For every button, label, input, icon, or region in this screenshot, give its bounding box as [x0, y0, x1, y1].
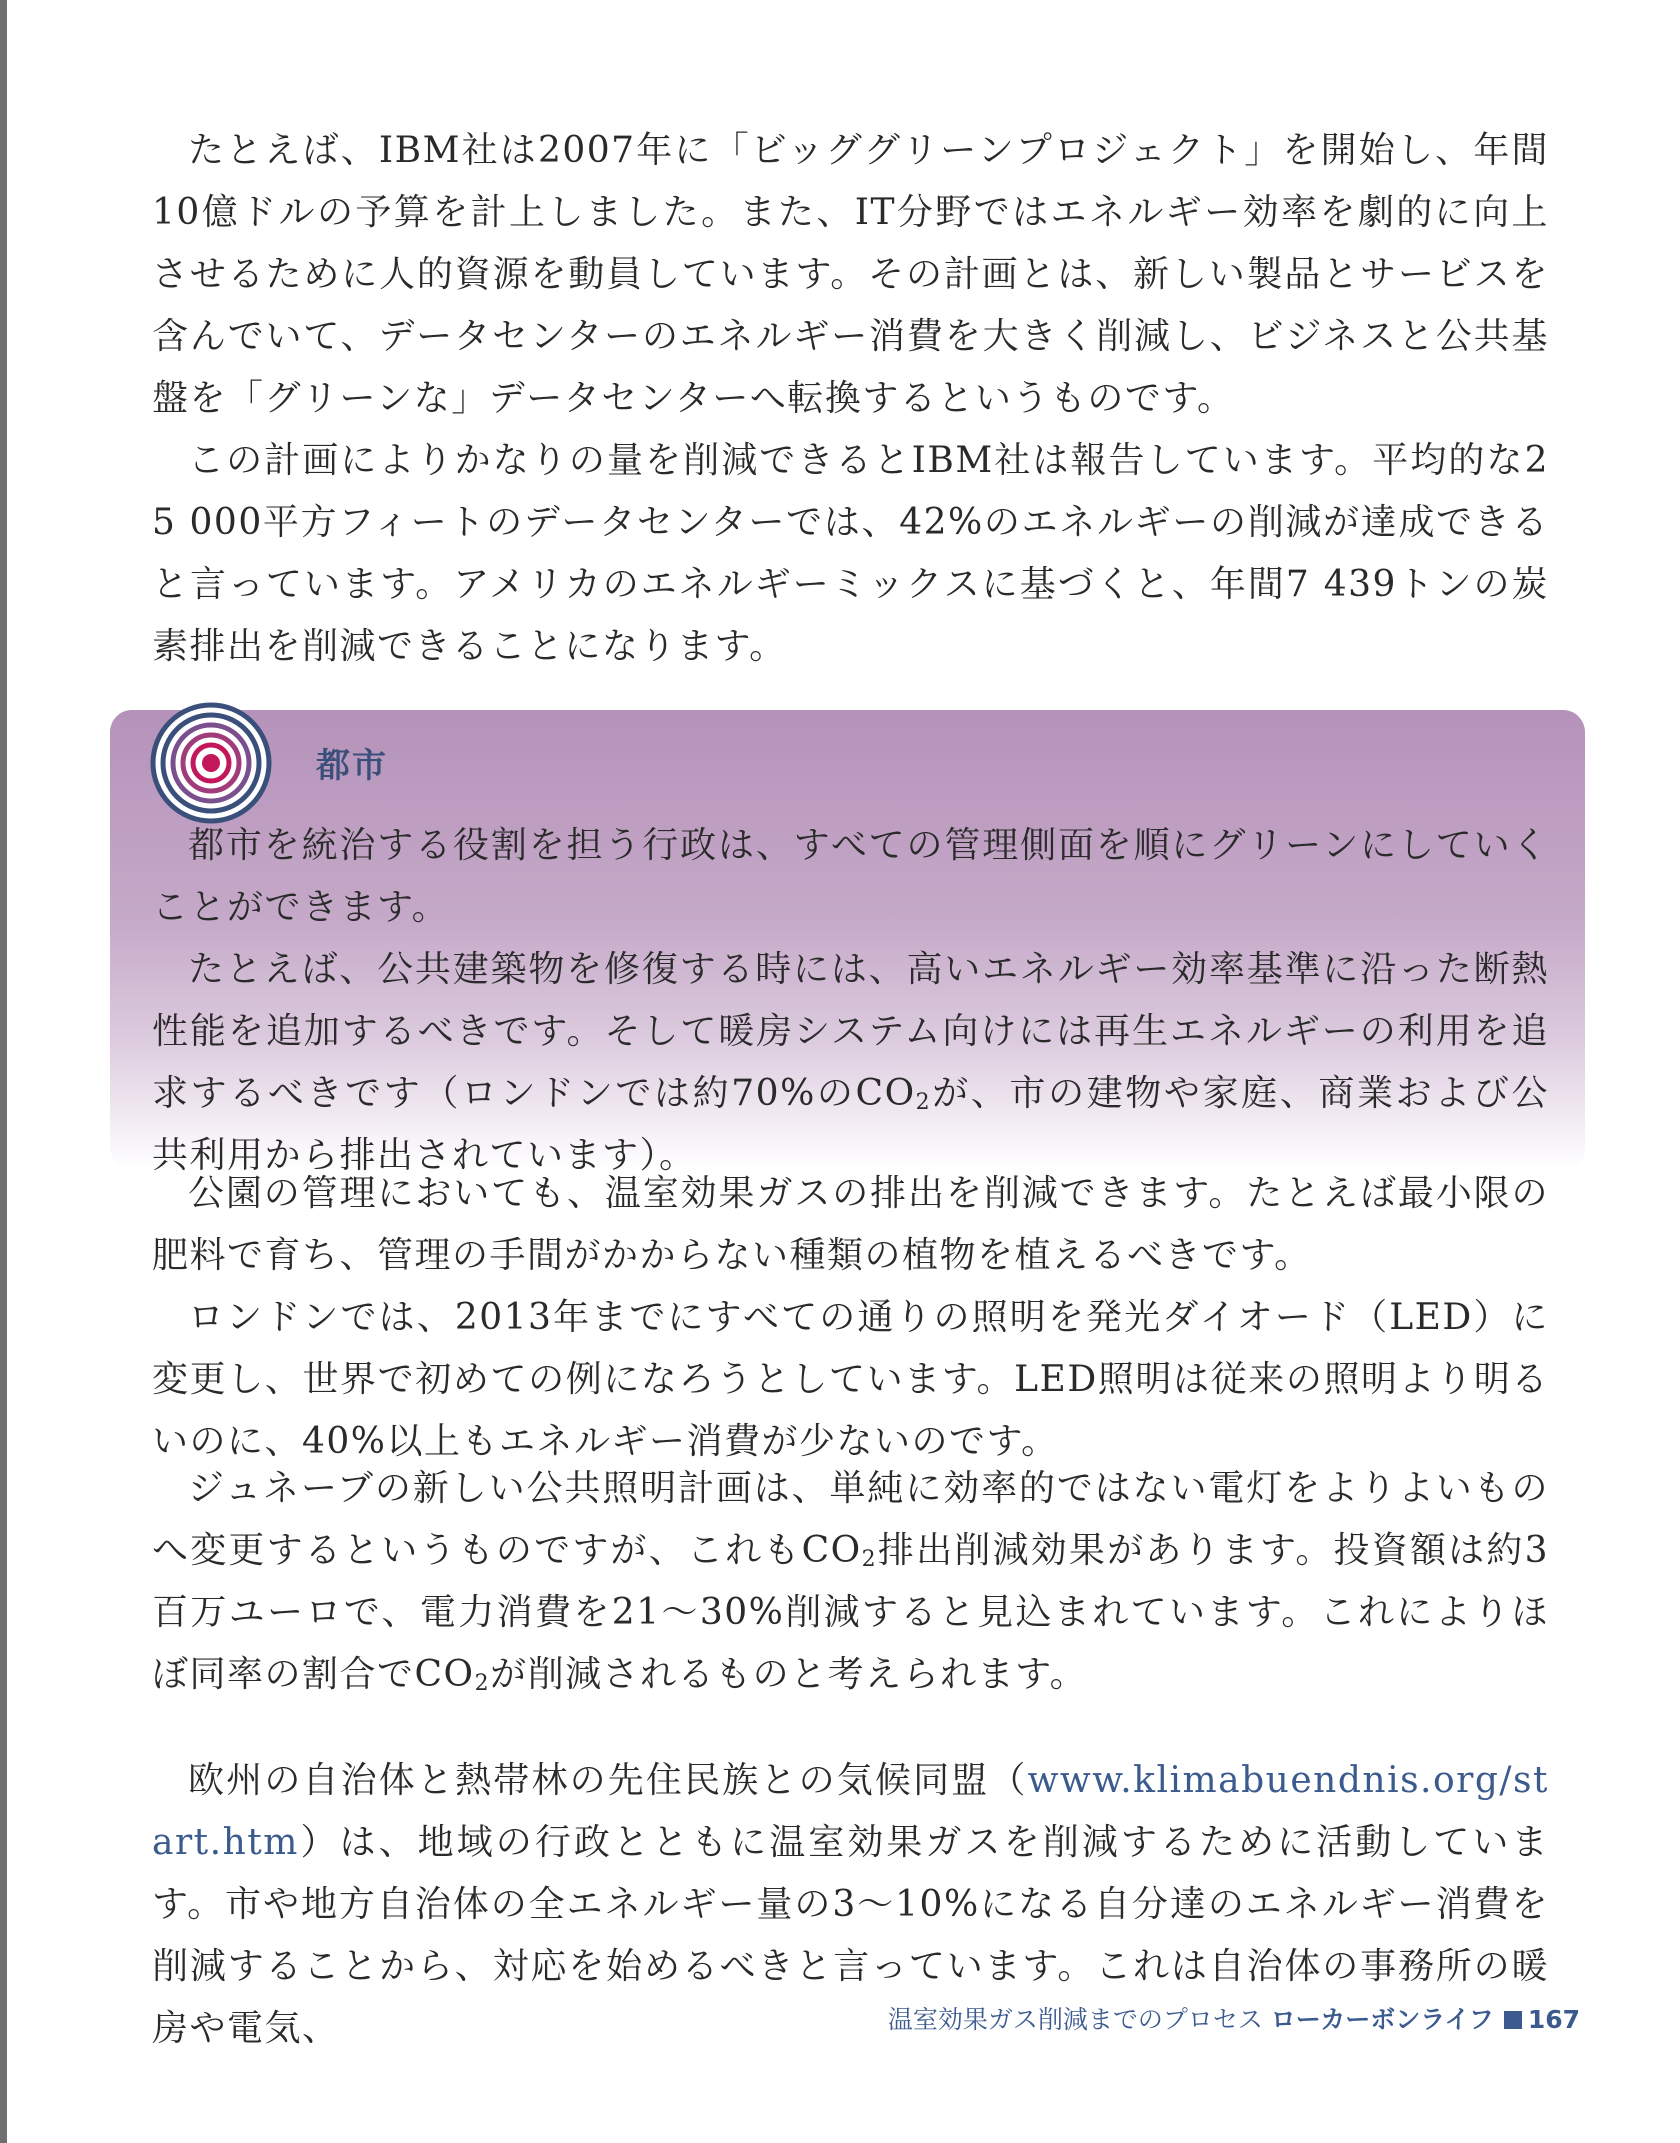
climate-alliance-link[interactable]: www.klimabuendnis.org/start.htm [152, 1760, 1549, 1863]
text-segment: が、市の建物や家庭、商業および公共利用から排出されています）。 [152, 1073, 1549, 1176]
body-paragraph-geneva [152, 1458, 1549, 1706]
text-segment: 排出削減効果があります。投資額は約3百万ユーロで、電力消費を21～30%削減すると見込まれています。これによりほぼ同率の割合でCO [152, 1530, 1549, 1695]
footer-section-title: 温室効果ガス削減までのプロセス [887, 2005, 1263, 2034]
body-paragraph-parks: 公園の管理においても、温室効果ガスの排出を削減できます。たとえば最小限の肥料で育ち、管理の手間がかからない種類の植物を植えるべきです。 [152, 1173, 1549, 1276]
text-segment: が削減されるものと考えられます。 [490, 1654, 1088, 1695]
city-box-title: 都市 [316, 746, 388, 786]
body-paragraph-ibm: たとえば、IBM社は2007年に「ビッググリーンプロジェクト」を開始し、年間10億ドルの予算を計上しました。また、IT分野ではエネルギー効率を劇的に向上させるために人的資源を動員しています。その計画とは、新しい製品とサービスを含んでいて、データセンターのエネルギー消費を大きく削減し、ビジネスと公共基盤を「グリーンな」データセンターへ転換するというものです。 [152, 130, 1549, 419]
subscript-2: 2 [474, 1671, 491, 1696]
square-bullet-icon [1504, 2011, 1522, 2029]
body-paragraph-ibm-results: この計画によりかなりの量を削減できるとIBM社は報告しています。平均的な25 000平方フィートのデータセンターでは、42%のエネルギーの削減が達成できると言っています。アメリカのエネルギーミックスに基づくと、年間7 439トンの炭素排出を削減できることになります。 [152, 440, 1549, 667]
body-paragraph-london-led: ロンドンでは、2013年までにすべての通りの照明を発光ダイオード（LED）に変更し、世界で初めての例になろうとしています。LED照明は従来の照明より明るいのに、40%以上もエネルギー消費が少ないのです。 [152, 1297, 1549, 1462]
footer-book-title: ローカーボンライフ [1270, 2005, 1494, 2034]
page-number: 167 [1527, 2005, 1580, 2034]
page-footer [888, 2000, 1580, 2036]
city-box-paragraph-buildings [152, 939, 1549, 1187]
concentric-target-icon [148, 700, 274, 826]
text-segment: たとえば、公共建築物を修復する時には、高いエネルギー効率基準に沿った断熱性能を追加するべきです。そして暖房システム向けには再生エネルギーの利用を追求するべきです（ロンドンでは約70%のCO [152, 949, 1549, 1114]
text-segment: 欧州の自治体と熱帯林の先住民族との気候同盟（ [188, 1760, 1028, 1801]
text-segment: ジュネーブの新しい公共照明計画は、単純に効率的ではない電灯をよりよいものへ変更するというものですが、これもCO [152, 1468, 1549, 1571]
subscript-2: 2 [861, 1547, 878, 1572]
city-box-paragraph-intro: 都市を統治する役割を担う行政は、すべての管理側面を順にグリーンにしていくことができます。 [152, 825, 1549, 928]
subscript-2: 2 [915, 1090, 932, 1115]
text-segment: ）は、地域の行政とともに温室効果ガスを削減するために活動しています。市や地方自治体の全エネルギー量の3～10%になる自分達のエネルギー消費を削減することから、対応を始めるべきと言っています。これは自治体の事務所の暖房や電気、 [152, 1822, 1549, 2049]
page-edge [0, 0, 7, 2143]
